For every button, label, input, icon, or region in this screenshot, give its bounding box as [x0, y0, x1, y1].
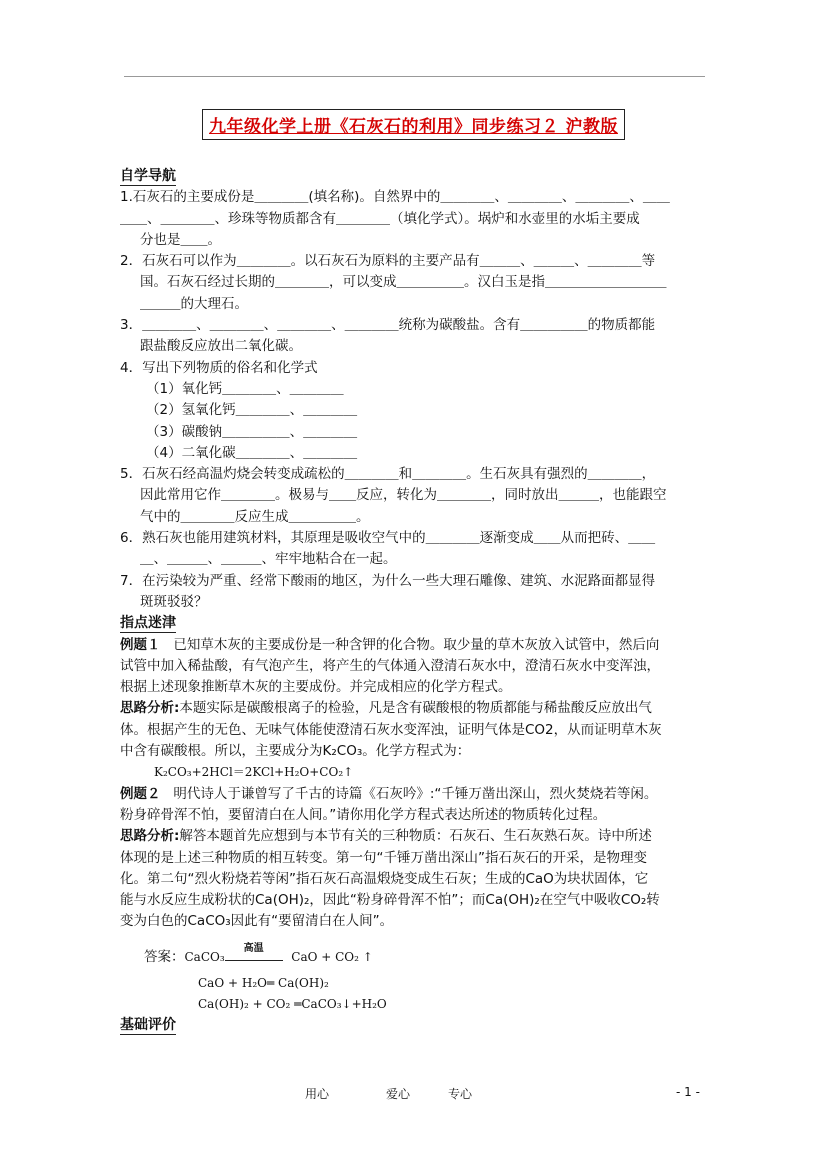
- question-line: 2．石灰石可以作为＿＿＿＿。以石灰石为原料的主要产品有＿＿＿、＿＿＿、＿＿＿＿等: [120, 253, 656, 270]
- section-heading-basic-evaluation: 基础评价: [120, 1017, 176, 1034]
- section-heading-self-study: 自学导航: [120, 168, 176, 184]
- question-line: 斑斑驳驳？: [140, 593, 208, 610]
- question-line: 分也是＿＿。: [140, 231, 221, 248]
- analysis1-line: [120, 698, 706, 719]
- high-temp-condition: [225, 942, 283, 961]
- example2-line: [120, 784, 706, 805]
- document-body: [120, 166, 706, 1037]
- question-line: 5．石灰石经高温灼烧会转变成疏松的＿＿＿＿和＿＿＿＿。生石灰具有强烈的＿＿＿＿，: [120, 466, 656, 483]
- footer-text-3: 专心: [448, 1087, 473, 1101]
- analysis1-line: 中含有碳酸根。所以，主要成分为K₂CO₃。化学方程式为：: [120, 743, 471, 760]
- analysis2-label: 思路分析:: [120, 828, 180, 845]
- example1-line: 根据上述现象推断草木灰的主要成份。并完成相应的化学方程式。: [120, 679, 512, 696]
- example1-label: 例题１: [120, 636, 161, 653]
- question-line: 6．熟石灰也能用建筑材料，其原理是吸收空气中的＿＿＿＿逐渐变成＿＿从而把砖、＿＿: [120, 530, 656, 547]
- question-line: 因此常用它作＿＿＿＿。极易与＿＿反应，转化为＿＿＿＿，同时放出＿＿＿，也能跟空: [140, 487, 667, 504]
- question-line: 7．在污染较为严重、经常下酸雨的地区，为什么一些大理石雕像、建筑、水泥路面都显得: [120, 572, 656, 589]
- question-line: （4）二氧化碳＿＿＿＿、＿＿＿＿: [146, 444, 358, 461]
- question-line: 国。石灰石经过长期的＿＿＿＿，可以变成＿＿＿＿＿。汉白玉是指＿＿＿＿＿＿＿＿＿: [140, 274, 667, 291]
- example1-line: [120, 635, 706, 656]
- question-line: 1.石灰石的主要成份是＿＿＿＿(填名称)。自然界中的＿＿＿＿、＿＿＿＿、＿＿＿＿、＿＿: [120, 189, 670, 206]
- question-line: （2）氢氧化钙＿＿＿＿、＿＿＿＿: [146, 402, 358, 419]
- question-line: （3）碳酸钠＿＿＿＿＿、＿＿＿＿: [146, 423, 358, 440]
- analysis2-line: 体现的是上述三种物质的相互转变。第一句“千锤万凿出深山”指石灰石的开采，是物理变: [120, 849, 647, 866]
- equation-cao-water: CaO + H₂O═ Ca(OH)₂: [198, 975, 329, 990]
- analysis2-line: 变为白色的CaCO₃因此有“要留清白在人间”。: [120, 913, 394, 930]
- question-line: ＿、＿＿＿、＿＿＿、牢牢地粘合在一起。: [140, 551, 397, 568]
- analysis2-line: 化。第二句“烈火粉烧若等闲”指石灰石高温煅烧变成生石灰；生成的CaO为块状固体，它: [120, 870, 649, 887]
- example1-line: 试管中加入稀盐酸，有气泡产生，将产生的气体通入澄清石灰水中，澄清石灰水中变浑浊，: [120, 657, 660, 674]
- question-line: 4．写出下列物质的俗名和化学式: [120, 359, 318, 376]
- question-line: 跟盐酸反应放出二氧化碳。: [140, 338, 302, 355]
- footer-text-2: 爱心: [386, 1087, 411, 1101]
- analysis2-line: [120, 826, 706, 847]
- analysis2-line: 能与水反应生成粉状的Ca(OH)₂，因此“粉身碎骨浑不怕”；而Ca(OH)₂在空气中吸收CO₂转: [120, 892, 660, 909]
- eq1-right: CaO + CO₂ ↑: [291, 949, 373, 964]
- answer-line-1: [120, 942, 706, 973]
- question-line: （1）氧化钙＿＿＿＿、＿＿＿＿: [146, 380, 344, 397]
- equation-k2co3: K₂CO₃+2HCl＝2KCl+H₂O+CO₂↑: [154, 765, 354, 780]
- page-number: - 1 -: [676, 1085, 700, 1099]
- equation-caoh2-co2: Ca(OH)₂ + CO₂ ═CaCO₃↓+H₂O: [198, 996, 387, 1011]
- analysis1-label: 思路分析:: [120, 700, 180, 717]
- example2-text: 明代诗人于谦曾写了千古的诗篇《石灰吟》:“千锤万凿出深山，烈火焚烧若等闲。: [173, 785, 658, 802]
- page-title: 九年级化学上册《石灰石的利用》同步练习２ 沪教版: [202, 109, 625, 140]
- example1-text: 已知草木灰的主要成份是一种含钾的化合物。取少量的草木灰放入试管中，然后向: [173, 636, 660, 653]
- question-line: ＿＿＿的大理石。: [140, 295, 248, 312]
- analysis1-line: 体。根据产生的无色、无味气体能使澄清石灰水变浑浊，证明气体是CO2，从而证明草木灰: [120, 721, 662, 738]
- footer-text-1: 用心: [305, 1087, 330, 1101]
- eq1-left: CaCO₃: [184, 949, 225, 964]
- question-line: ＿＿、＿＿＿＿、珍珠等物质都含有＿＿＿＿（填化学式）。埚炉和水壶里的水垢主要成: [120, 210, 640, 227]
- analysis2-text: 解答本题首先应想到与本节有关的三种物质：石灰石、生石灰熟石灰。诗中所述: [179, 828, 652, 845]
- question-line: 3．＿＿＿＿、＿＿＿＿、＿＿＿＿、＿＿＿＿统称为碳酸盐。含有＿＿＿＿＿的物质都能: [120, 317, 656, 334]
- section-heading-guidance: 指点迷津: [120, 615, 176, 632]
- answer-label: 答案：: [144, 948, 185, 965]
- example2-line: 粉身碎骨浑不怕，要留清白在人间。”请你用化学方程式表达所述的物质转化过程。: [120, 806, 607, 823]
- analysis1-text: 本题实际是碳酸根离子的检验，凡是含有碳酸根的物质都能与稀盐酸反应放出气: [179, 700, 652, 717]
- header-rule: [124, 76, 705, 77]
- example2-label: 例题２: [120, 785, 161, 802]
- question-line: 气中的＿＿＿＿反应生成＿＿＿＿＿。: [140, 508, 370, 525]
- condition-label: 高温: [243, 942, 264, 954]
